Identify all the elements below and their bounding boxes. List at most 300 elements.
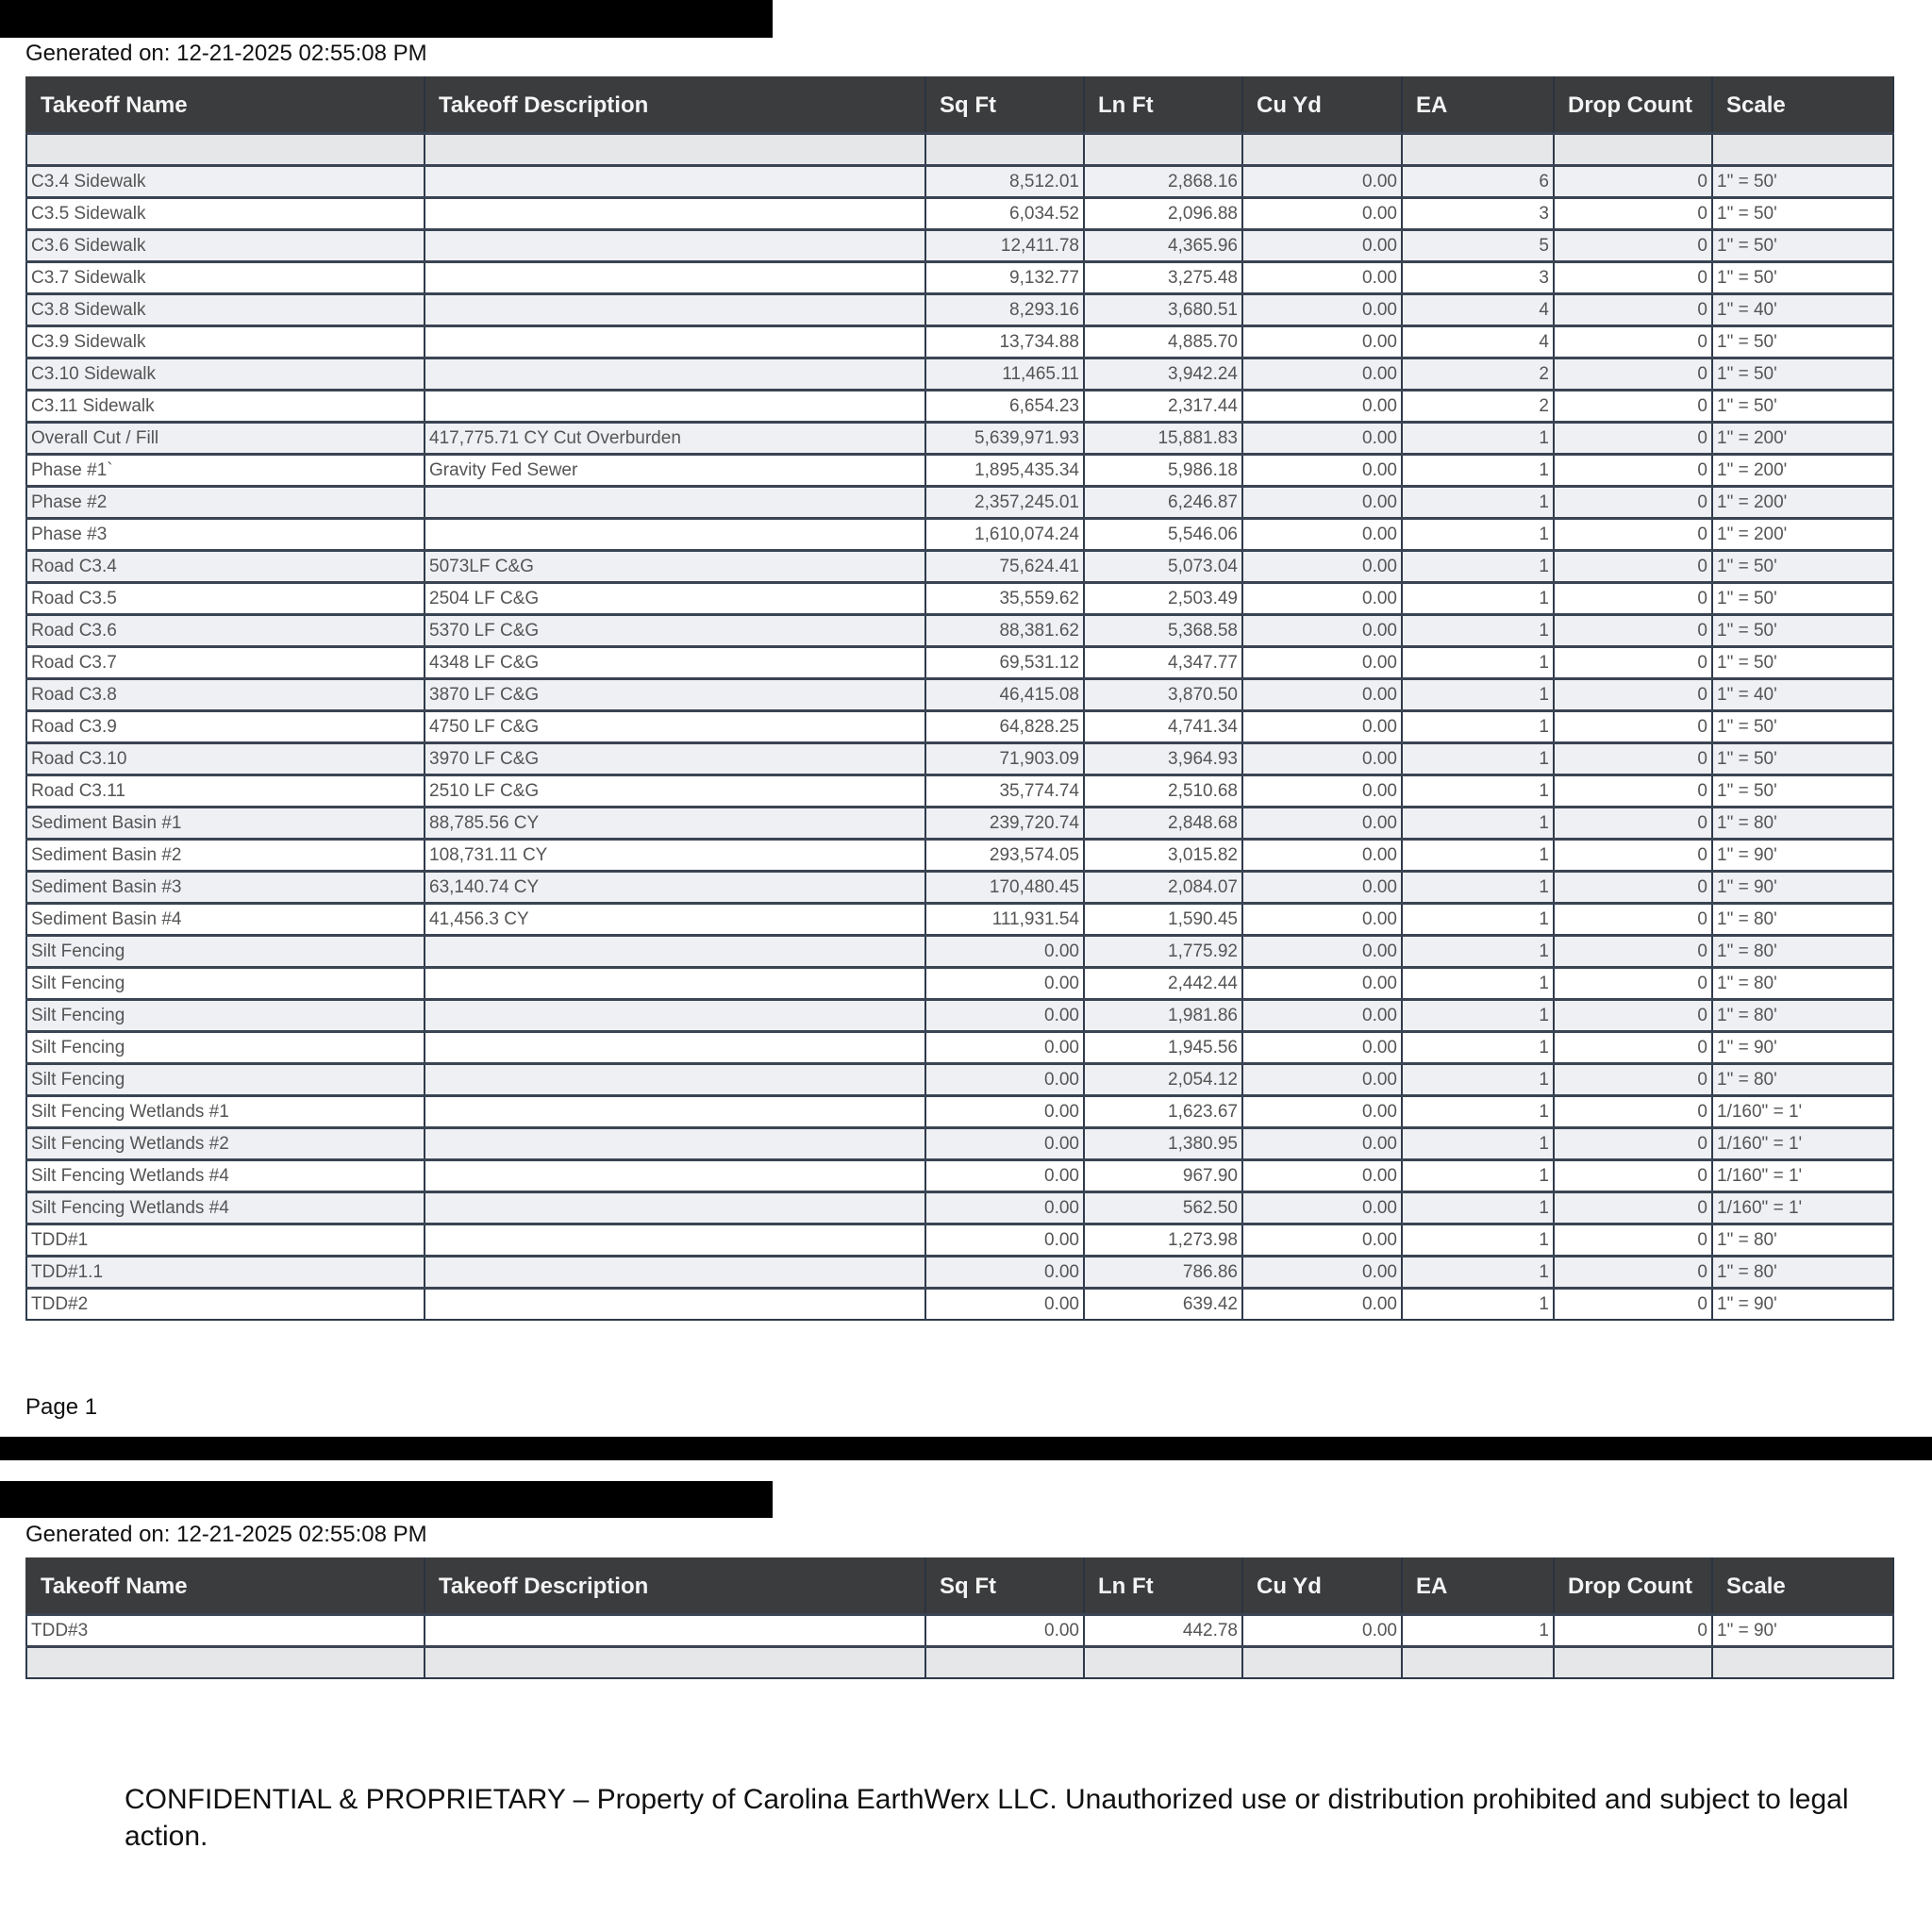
cell-ea: 1 (1402, 1128, 1554, 1160)
cell-ea: 1 (1402, 1064, 1554, 1096)
empty-cell (1554, 134, 1712, 166)
table-row (26, 679, 1893, 711)
cell-takeoff-name: Sediment Basin #4 (26, 904, 425, 936)
column-header-ln-ft: Ln Ft (1084, 77, 1242, 134)
cell-takeoff-name: Silt Fencing Wetlands #4 (26, 1160, 425, 1192)
cell-cu-yd: 0.00 (1242, 294, 1402, 326)
cell-cu-yd: 0.00 (1242, 358, 1402, 391)
cell-scale: 1/160" = 1' (1712, 1128, 1893, 1160)
cell-scale: 1/160" = 1' (1712, 1096, 1893, 1128)
cell-cu-yd: 0.00 (1242, 1128, 1402, 1160)
cell-sq-ft: 6,034.52 (925, 198, 1084, 230)
cell-sq-ft: 0.00 (925, 1000, 1084, 1032)
cell-cu-yd: 0.00 (1242, 968, 1402, 1000)
cell-takeoff-description (425, 1615, 925, 1647)
cell-takeoff-description (425, 262, 925, 294)
table-row (26, 1192, 1893, 1224)
cell-sq-ft: 111,931.54 (925, 904, 1084, 936)
cell-sq-ft: 0.00 (925, 968, 1084, 1000)
cell-ln-ft: 2,868.16 (1084, 166, 1242, 198)
cell-takeoff-name: Phase #2 (26, 487, 425, 519)
column-header-scale: Scale (1712, 1558, 1893, 1615)
cell-takeoff-description (425, 936, 925, 968)
cell-cu-yd: 0.00 (1242, 1160, 1402, 1192)
cell-drop-count: 0 (1554, 1128, 1712, 1160)
column-header-drop-count: Drop Count (1554, 77, 1712, 134)
cell-scale: 1" = 80' (1712, 904, 1893, 936)
cell-drop-count: 0 (1554, 615, 1712, 647)
cell-takeoff-name: Overall Cut / Fill (26, 423, 425, 455)
cell-drop-count: 0 (1554, 1064, 1712, 1096)
cell-takeoff-name: C3.9 Sidewalk (26, 326, 425, 358)
cell-takeoff-description (425, 391, 925, 423)
cell-takeoff-description (425, 1160, 925, 1192)
cell-sq-ft: 9,132.77 (925, 262, 1084, 294)
empty-cell (925, 1647, 1084, 1679)
cell-ln-ft: 2,096.88 (1084, 198, 1242, 230)
cell-ln-ft: 2,510.68 (1084, 775, 1242, 808)
column-header-sq-ft: Sq Ft (925, 77, 1084, 134)
cell-ln-ft: 4,885.70 (1084, 326, 1242, 358)
cell-drop-count: 0 (1554, 968, 1712, 1000)
cell-ln-ft: 3,015.82 (1084, 840, 1242, 872)
cell-cu-yd: 0.00 (1242, 1000, 1402, 1032)
cell-sq-ft: 0.00 (925, 1224, 1084, 1257)
cell-ln-ft: 1,273.98 (1084, 1224, 1242, 1257)
cell-scale: 1" = 90' (1712, 1032, 1893, 1064)
table-row (26, 519, 1893, 551)
table-row (26, 1096, 1893, 1128)
cell-cu-yd: 0.00 (1242, 775, 1402, 808)
cell-cu-yd: 0.00 (1242, 840, 1402, 872)
cell-sq-ft: 64,828.25 (925, 711, 1084, 743)
cell-takeoff-name: TDD#3 (26, 1615, 425, 1647)
cell-cu-yd: 0.00 (1242, 1032, 1402, 1064)
cell-cu-yd: 0.00 (1242, 166, 1402, 198)
table-row (26, 1064, 1893, 1096)
cell-cu-yd: 0.00 (1242, 487, 1402, 519)
cell-drop-count: 0 (1554, 743, 1712, 775)
cell-takeoff-description (425, 1289, 925, 1321)
cell-drop-count: 0 (1554, 1032, 1712, 1064)
cell-scale: 1" = 50' (1712, 615, 1893, 647)
cell-scale: 1" = 80' (1712, 808, 1893, 840)
cell-ea: 4 (1402, 326, 1554, 358)
cell-sq-ft: 11,465.11 (925, 358, 1084, 391)
cell-scale: 1" = 50' (1712, 326, 1893, 358)
table-row (26, 711, 1893, 743)
cell-cu-yd: 0.00 (1242, 743, 1402, 775)
cell-cu-yd: 0.00 (1242, 936, 1402, 968)
cell-takeoff-description (425, 166, 925, 198)
cell-ea: 5 (1402, 230, 1554, 262)
cell-takeoff-description (425, 487, 925, 519)
cell-takeoff-name: C3.11 Sidewalk (26, 391, 425, 423)
cell-scale: 1" = 80' (1712, 936, 1893, 968)
cell-takeoff-description (425, 1192, 925, 1224)
table-row (26, 583, 1893, 615)
cell-takeoff-name: C3.7 Sidewalk (26, 262, 425, 294)
cell-takeoff-description: 41,456.3 CY (425, 904, 925, 936)
cell-sq-ft: 0.00 (925, 1160, 1084, 1192)
cell-drop-count: 0 (1554, 262, 1712, 294)
empty-cell (1712, 134, 1893, 166)
cell-ln-ft: 2,317.44 (1084, 391, 1242, 423)
empty-cell (26, 134, 425, 166)
cell-cu-yd: 0.00 (1242, 1096, 1402, 1128)
table-row (26, 551, 1893, 583)
cell-sq-ft: 75,624.41 (925, 551, 1084, 583)
cell-takeoff-name: Silt Fencing (26, 1000, 425, 1032)
cell-ea: 1 (1402, 743, 1554, 775)
table-row (26, 455, 1893, 487)
cell-ln-ft: 562.50 (1084, 1192, 1242, 1224)
cell-scale: 1" = 90' (1712, 1615, 1893, 1647)
cell-ea: 4 (1402, 294, 1554, 326)
cell-sq-ft: 293,574.05 (925, 840, 1084, 872)
table-row (26, 968, 1893, 1000)
table-row (26, 198, 1893, 230)
cell-cu-yd: 0.00 (1242, 1064, 1402, 1096)
table-row (26, 840, 1893, 872)
cell-ln-ft: 3,275.48 (1084, 262, 1242, 294)
cell-drop-count: 0 (1554, 1615, 1712, 1647)
cell-takeoff-description (425, 1128, 925, 1160)
cell-scale: 1" = 80' (1712, 1064, 1893, 1096)
cell-drop-count: 0 (1554, 1224, 1712, 1257)
cell-cu-yd: 0.00 (1242, 1224, 1402, 1257)
cell-takeoff-description: 3970 LF C&G (425, 743, 925, 775)
cell-takeoff-description (425, 968, 925, 1000)
cell-takeoff-name: Road C3.10 (26, 743, 425, 775)
cell-drop-count: 0 (1554, 583, 1712, 615)
cell-takeoff-name: C3.5 Sidewalk (26, 198, 425, 230)
table-row (26, 1128, 1893, 1160)
cell-sq-ft: 0.00 (925, 1128, 1084, 1160)
cell-ln-ft: 4,347.77 (1084, 647, 1242, 679)
cell-sq-ft: 0.00 (925, 1192, 1084, 1224)
cell-scale: 1" = 50' (1712, 262, 1893, 294)
cell-cu-yd: 0.00 (1242, 423, 1402, 455)
cell-sq-ft: 0.00 (925, 936, 1084, 968)
column-header-takeoff-description: Takeoff Description (425, 1558, 925, 1615)
cell-takeoff-description (425, 358, 925, 391)
cell-ea: 1 (1402, 904, 1554, 936)
cell-sq-ft: 13,734.88 (925, 326, 1084, 358)
cell-takeoff-name: Silt Fencing Wetlands #4 (26, 1192, 425, 1224)
cell-takeoff-name: Silt Fencing Wetlands #2 (26, 1128, 425, 1160)
table-row (26, 647, 1893, 679)
cell-ln-ft: 6,246.87 (1084, 487, 1242, 519)
cell-sq-ft: 0.00 (925, 1615, 1084, 1647)
cell-sq-ft: 0.00 (925, 1096, 1084, 1128)
generated-timestamp: Generated on: 12-21-2025 02:55:08 PM (25, 1522, 427, 1547)
cell-cu-yd: 0.00 (1242, 1257, 1402, 1289)
cell-ea: 1 (1402, 487, 1554, 519)
cell-ln-ft: 1,775.92 (1084, 936, 1242, 968)
cell-takeoff-description (425, 230, 925, 262)
cell-scale: 1" = 40' (1712, 679, 1893, 711)
table-row (26, 262, 1893, 294)
cell-ln-ft: 2,084.07 (1084, 872, 1242, 904)
cell-ea: 6 (1402, 166, 1554, 198)
cell-sq-ft: 46,415.08 (925, 679, 1084, 711)
cell-drop-count: 0 (1554, 679, 1712, 711)
cell-scale: 1" = 50' (1712, 551, 1893, 583)
cell-ln-ft: 5,368.58 (1084, 615, 1242, 647)
cell-cu-yd: 0.00 (1242, 262, 1402, 294)
header-row (26, 77, 1893, 134)
cell-takeoff-name: Phase #1` (26, 455, 425, 487)
cell-ln-ft: 5,986.18 (1084, 455, 1242, 487)
takeoff-table-page-1 (25, 76, 1894, 1321)
cell-ln-ft: 786.86 (1084, 1257, 1242, 1289)
cell-scale: 1" = 80' (1712, 968, 1893, 1000)
cell-cu-yd: 0.00 (1242, 391, 1402, 423)
cell-scale: 1" = 50' (1712, 230, 1893, 262)
cell-ln-ft: 15,881.83 (1084, 423, 1242, 455)
table-row (26, 1000, 1893, 1032)
table-row (26, 326, 1893, 358)
cell-sq-ft: 35,559.62 (925, 583, 1084, 615)
cell-drop-count: 0 (1554, 391, 1712, 423)
cell-ea: 1 (1402, 872, 1554, 904)
cell-cu-yd: 0.00 (1242, 679, 1402, 711)
cell-takeoff-description: 4348 LF C&G (425, 647, 925, 679)
cell-cu-yd: 0.00 (1242, 455, 1402, 487)
cell-cu-yd: 0.00 (1242, 711, 1402, 743)
table-row (26, 487, 1893, 519)
cell-drop-count: 0 (1554, 230, 1712, 262)
table-row (26, 423, 1893, 455)
cell-scale: 1" = 50' (1712, 647, 1893, 679)
cell-scale: 1" = 50' (1712, 743, 1893, 775)
generated-timestamp: Generated on: 12-21-2025 02:55:08 PM (25, 41, 427, 66)
cell-ln-ft: 1,590.45 (1084, 904, 1242, 936)
cell-ln-ft: 2,848.68 (1084, 808, 1242, 840)
cell-ea: 1 (1402, 1289, 1554, 1321)
table-row (26, 166, 1893, 198)
cell-takeoff-name: Road C3.6 (26, 615, 425, 647)
cell-ln-ft: 2,442.44 (1084, 968, 1242, 1000)
cell-cu-yd: 0.00 (1242, 198, 1402, 230)
cell-sq-ft: 1,895,435.34 (925, 455, 1084, 487)
cell-scale: 1" = 90' (1712, 872, 1893, 904)
cell-takeoff-description: 4750 LF C&G (425, 711, 925, 743)
cell-drop-count: 0 (1554, 1096, 1712, 1128)
cell-drop-count: 0 (1554, 519, 1712, 551)
cell-cu-yd: 0.00 (1242, 904, 1402, 936)
empty-cell (425, 134, 925, 166)
cell-cu-yd: 0.00 (1242, 551, 1402, 583)
cell-takeoff-description (425, 326, 925, 358)
page-separator (0, 1437, 1932, 1460)
empty-cell (1402, 134, 1554, 166)
cell-drop-count: 0 (1554, 294, 1712, 326)
cell-drop-count: 0 (1554, 936, 1712, 968)
cell-takeoff-name: TDD#1.1 (26, 1257, 425, 1289)
header-row (26, 1558, 1893, 1615)
cell-takeoff-description (425, 1257, 925, 1289)
cell-ln-ft: 1,945.56 (1084, 1032, 1242, 1064)
table-row (26, 294, 1893, 326)
cell-ea: 2 (1402, 391, 1554, 423)
empty-cell (925, 134, 1084, 166)
table-row (26, 615, 1893, 647)
cell-scale: 1" = 80' (1712, 1257, 1893, 1289)
cell-ln-ft: 3,964.93 (1084, 743, 1242, 775)
cell-ea: 1 (1402, 1192, 1554, 1224)
table-row (26, 391, 1893, 423)
cell-takeoff-name: Road C3.9 (26, 711, 425, 743)
cell-ea: 1 (1402, 936, 1554, 968)
cell-sq-ft: 12,411.78 (925, 230, 1084, 262)
column-header-ea: EA (1402, 77, 1554, 134)
cell-takeoff-description (425, 198, 925, 230)
cell-takeoff-name: Silt Fencing (26, 1032, 425, 1064)
cell-sq-ft: 170,480.45 (925, 872, 1084, 904)
cell-takeoff-description: 3870 LF C&G (425, 679, 925, 711)
cell-drop-count: 0 (1554, 808, 1712, 840)
empty-cell (1084, 134, 1242, 166)
cell-drop-count: 0 (1554, 166, 1712, 198)
cell-drop-count: 0 (1554, 487, 1712, 519)
cell-drop-count: 0 (1554, 455, 1712, 487)
cell-scale: 1" = 50' (1712, 583, 1893, 615)
cell-takeoff-name: Phase #3 (26, 519, 425, 551)
cell-ln-ft: 4,365.96 (1084, 230, 1242, 262)
cell-sq-ft: 1,610,074.24 (925, 519, 1084, 551)
table-row (26, 904, 1893, 936)
table-row (26, 775, 1893, 808)
cell-sq-ft: 35,774.74 (925, 775, 1084, 808)
cell-takeoff-description: 2504 LF C&G (425, 583, 925, 615)
cell-scale: 1" = 50' (1712, 711, 1893, 743)
cell-ea: 1 (1402, 423, 1554, 455)
cell-cu-yd: 0.00 (1242, 615, 1402, 647)
empty-cell (1242, 134, 1402, 166)
cell-ln-ft: 5,546.06 (1084, 519, 1242, 551)
cell-ea: 1 (1402, 679, 1554, 711)
cell-takeoff-name: TDD#1 (26, 1224, 425, 1257)
cell-takeoff-description (425, 1000, 925, 1032)
cell-sq-ft: 8,293.16 (925, 294, 1084, 326)
redacted-title-bar (0, 1481, 773, 1518)
table-row (26, 936, 1893, 968)
cell-drop-count: 0 (1554, 904, 1712, 936)
cell-sq-ft: 88,381.62 (925, 615, 1084, 647)
cell-takeoff-name: Sediment Basin #2 (26, 840, 425, 872)
table-row (26, 743, 1893, 775)
cell-scale: 1" = 200' (1712, 455, 1893, 487)
cell-takeoff-name: Silt Fencing (26, 936, 425, 968)
cell-ea: 1 (1402, 1000, 1554, 1032)
cell-takeoff-name: Silt Fencing (26, 968, 425, 1000)
cell-sq-ft: 0.00 (925, 1257, 1084, 1289)
cell-ea: 1 (1402, 775, 1554, 808)
cell-sq-ft: 8,512.01 (925, 166, 1084, 198)
cell-takeoff-description (425, 1224, 925, 1257)
cell-ln-ft: 3,870.50 (1084, 679, 1242, 711)
cell-ea: 1 (1402, 1615, 1554, 1647)
cell-cu-yd: 0.00 (1242, 583, 1402, 615)
column-header-scale: Scale (1712, 77, 1893, 134)
cell-drop-count: 0 (1554, 1289, 1712, 1321)
cell-takeoff-description (425, 519, 925, 551)
cell-drop-count: 0 (1554, 872, 1712, 904)
cell-takeoff-name: Silt Fencing Wetlands #1 (26, 1096, 425, 1128)
cell-cu-yd: 0.00 (1242, 1192, 1402, 1224)
empty-row (26, 134, 1893, 166)
empty-cell (1402, 1647, 1554, 1679)
column-header-takeoff-description: Takeoff Description (425, 77, 925, 134)
cell-takeoff-name: TDD#2 (26, 1289, 425, 1321)
cell-takeoff-description: 63,140.74 CY (425, 872, 925, 904)
cell-ea: 1 (1402, 840, 1554, 872)
cell-drop-count: 0 (1554, 358, 1712, 391)
column-header-takeoff-name: Takeoff Name (26, 1558, 425, 1615)
table-row (26, 1615, 1893, 1647)
cell-takeoff-name: Road C3.11 (26, 775, 425, 808)
cell-scale: 1" = 200' (1712, 423, 1893, 455)
cell-ln-ft: 2,503.49 (1084, 583, 1242, 615)
cell-takeoff-name: Road C3.4 (26, 551, 425, 583)
cell-drop-count: 0 (1554, 647, 1712, 679)
cell-ln-ft: 3,680.51 (1084, 294, 1242, 326)
cell-scale: 1" = 200' (1712, 487, 1893, 519)
cell-ln-ft: 1,981.86 (1084, 1000, 1242, 1032)
cell-sq-ft: 2,357,245.01 (925, 487, 1084, 519)
table-row (26, 1160, 1893, 1192)
empty-cell (1712, 1647, 1893, 1679)
cell-drop-count: 0 (1554, 711, 1712, 743)
cell-drop-count: 0 (1554, 326, 1712, 358)
cell-takeoff-name: Sediment Basin #3 (26, 872, 425, 904)
table-row (26, 808, 1893, 840)
cell-scale: 1" = 50' (1712, 198, 1893, 230)
cell-ea: 1 (1402, 711, 1554, 743)
cell-scale: 1" = 200' (1712, 519, 1893, 551)
cell-ln-ft: 639.42 (1084, 1289, 1242, 1321)
cell-ea: 3 (1402, 262, 1554, 294)
empty-row (26, 1647, 1893, 1679)
cell-sq-ft: 6,654.23 (925, 391, 1084, 423)
cell-scale: 1/160" = 1' (1712, 1192, 1893, 1224)
column-header-cu-yd: Cu Yd (1242, 1558, 1402, 1615)
takeoff-table-page-2 (25, 1557, 1894, 1679)
cell-cu-yd: 0.00 (1242, 230, 1402, 262)
cell-scale: 1" = 90' (1712, 1289, 1893, 1321)
cell-takeoff-description: 108,731.11 CY (425, 840, 925, 872)
cell-ea: 1 (1402, 1224, 1554, 1257)
cell-ea: 1 (1402, 808, 1554, 840)
cell-takeoff-name: C3.6 Sidewalk (26, 230, 425, 262)
table-row (26, 358, 1893, 391)
cell-ln-ft: 1,380.95 (1084, 1128, 1242, 1160)
cell-takeoff-name: C3.8 Sidewalk (26, 294, 425, 326)
cell-cu-yd: 0.00 (1242, 1615, 1402, 1647)
column-header-ea: EA (1402, 1558, 1554, 1615)
table-row (26, 230, 1893, 262)
cell-takeoff-name: Road C3.7 (26, 647, 425, 679)
cell-sq-ft: 71,903.09 (925, 743, 1084, 775)
table-row (26, 1032, 1893, 1064)
empty-cell (26, 1647, 425, 1679)
cell-takeoff-description: 88,785.56 CY (425, 808, 925, 840)
cell-ea: 1 (1402, 968, 1554, 1000)
cell-scale: 1" = 80' (1712, 1000, 1893, 1032)
cell-drop-count: 0 (1554, 551, 1712, 583)
